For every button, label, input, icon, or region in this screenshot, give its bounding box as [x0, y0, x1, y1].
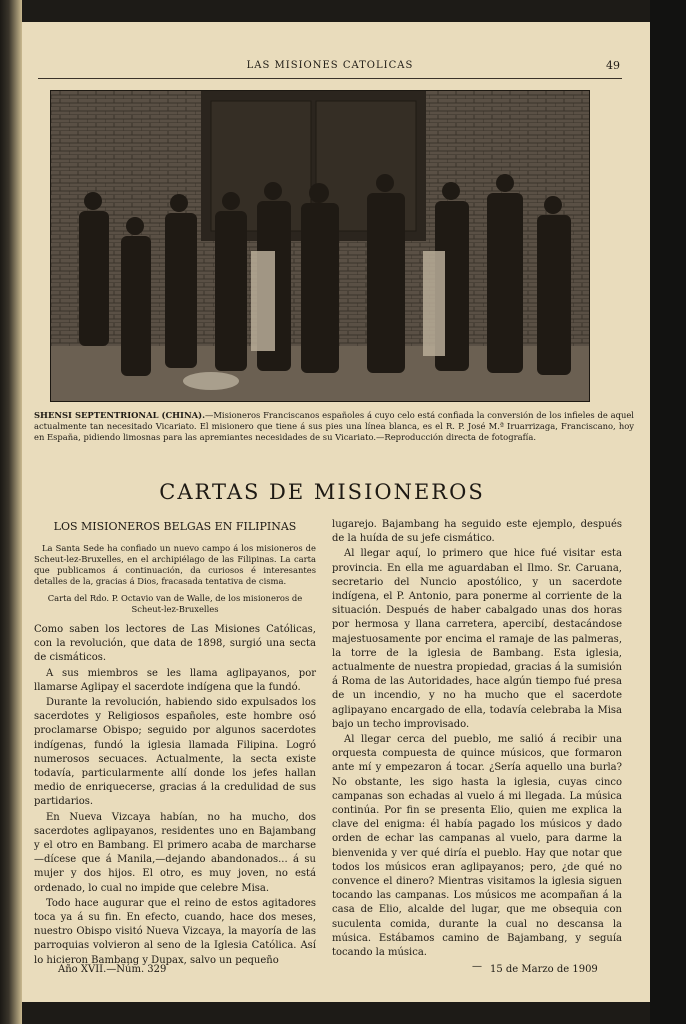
paragraph: Durante la revolución, habiendo sido expulsados los sacerdotes y Religiosos españoles, este hombre osó proclamarse Obispo; seguido por algunos sacerdotes indígenas, fundó la iglesia llamada Filipina. Logró numerosos secuaces. Actualmente, la secta existe todavía, particularmente allí donde los jefes hallan medio de enriquecerse, gracias á la credulidad de sus partidarios.: [34, 697, 316, 808]
article-intro: La Santa Sede ha confiado un nuevo campo á los misioneros de Scheut-lez-Bruxelles, en el archipiélago de las Filipinas. La carta que publicamos á continuación, da curiosos é interesantes detalles de la, gracias á Dios, fracasada tentativa de cisma.: [34, 543, 316, 586]
photo-caption: [34, 410, 634, 443]
missionaries-photograph: [50, 90, 590, 402]
paragraph: Todo hace augurar que el reino de estos agitadores toca ya á su fin. En efecto, cuando, hace dos meses, nuestro Obispo visitó Nueva Vizcaya, la mayoría de las parroquias volvieron al seno de la Iglesia Católica. Así lo hicieron Bambang y Dupax, salvo un pequeño: [34, 897, 316, 966]
paragraph: En Nueva Vizcaya habían, no ha mucho, dos sacerdotes aglipayanos, residentes uno en Bajambang y el otro en Bambang. El primero acaba de marcharse—dícese que á Manila,—dejando abandonados... á su mujer y dos hijos. El otro, es muy joven, no está ordenado, lo cual no impide que celebre Misa.: [34, 811, 316, 894]
letter-heading: Carta del Rdo. P. Octavio van de Walle, de los misioneros de Scheut-lez-Bruxelles: [47, 593, 303, 614]
running-header: [38, 58, 622, 79]
right-body: [332, 518, 622, 960]
caption-text: —Misioneros Franciscanos españoles á cuyo celo está confiada la conversión de los infieles de aquel actualmente tan necesitado Vicariato. El misionero que tiene á sus pies una línea blanca, es el R. P. José M.ª Iruarrizaga, Franciscano, hoy en España, pidiendo limosnas para las apremiantes necesidades de su Vicariato.—Reproducción directa de fotografía.: [34, 410, 634, 442]
paragraph: Al llegar cerca del pueblo, me salió á recibir una orquesta compuesta de quince músicos, que formaron ante mí y empezaron á tocar. ¿Sería aquello una burla? No obstante, les sigo hasta la iglesia, cuyas cinco campanas son echadas al vuelo á mi llegada. La música continúa. Por fin se presenta Elio, quien me explica la clave del enigma: él había pagado los músicos y dado orden de echar las campanas al vuelo, para darme la bienvenida y ver qué diría el pueblo. Hay que notar que todos los músicos eran aglipayanos; pero, ¿de qué no convence el dinero? Mientras visitamos la iglesia siguen tocando las campanas. Los músicos me acompañan á la casa de Elio, alcalde del lugar, que me obsequia con suculenta comida, durante la cual no descansa la música. Estábamos camino de Bajambang, y seguía tocando la música.: [332, 734, 622, 959]
scan-background: [650, 0, 686, 1024]
paragraph: A sus miembros se les llama aglipayanos, por llamarse Aglipay el sacerdote indígena que la fundó.: [34, 667, 316, 693]
caption-lead: SHENSI SEPTENTRIONAL (CHINA).: [34, 410, 205, 420]
photo-illustration: [51, 91, 589, 401]
right-column: [332, 518, 622, 972]
left-column: [34, 518, 316, 969]
issue-date: 15 de Marzo de 1909: [490, 964, 598, 975]
paragraph: Como saben los lectores de Las Misiones Católicas, con la revolución, que data de 1898, surgió una secta de cismáticos.: [34, 624, 316, 664]
paragraph: Al llegar aquí, lo primero que hice fué visitar esta provincia. En ella me aguardaban el Ilmo. Sr. Caruana, secretario del Nuncio apostólico, y un sacerdote indígena, el P. Antonio, para ponerme al corriente de la situación. Después de haber cabalgado unas dos horas por hermosa y llana carretera, apercibí, destacándose majestuosamente por encima el ramaje de las palmeras, la torre de la iglesia de Bambang. Esta iglesia, actualmente de nuestra propiedad, gracias á la sumisión á Roma de las Autoridades, hace algún tiempo fué presa de un incendio, y no ha mucho que el sacerdote aglipayano encargado de ella, todavía celebraba la Misa bajo un techo improvisado.: [332, 548, 622, 730]
book-binding-edge: [0, 0, 22, 1024]
paragraph: lugarejo. Bajambang ha seguido este ejemplo, después de la huída de su jefe cismático.: [332, 519, 622, 545]
left-body: [34, 623, 316, 968]
article-subtitle: LOS MISIONEROS BELGAS EN FILIPINAS: [53, 520, 297, 533]
page: [22, 22, 650, 1002]
page-number: 49: [606, 59, 620, 72]
end-mark: —: [472, 961, 482, 973]
journal-title: LAS MISIONES CATOLICAS: [246, 60, 414, 71]
section-title: CARTAS DE MISIONEROS: [159, 480, 485, 504]
issue-number: Año XVII.—Núm. 329: [58, 964, 167, 975]
